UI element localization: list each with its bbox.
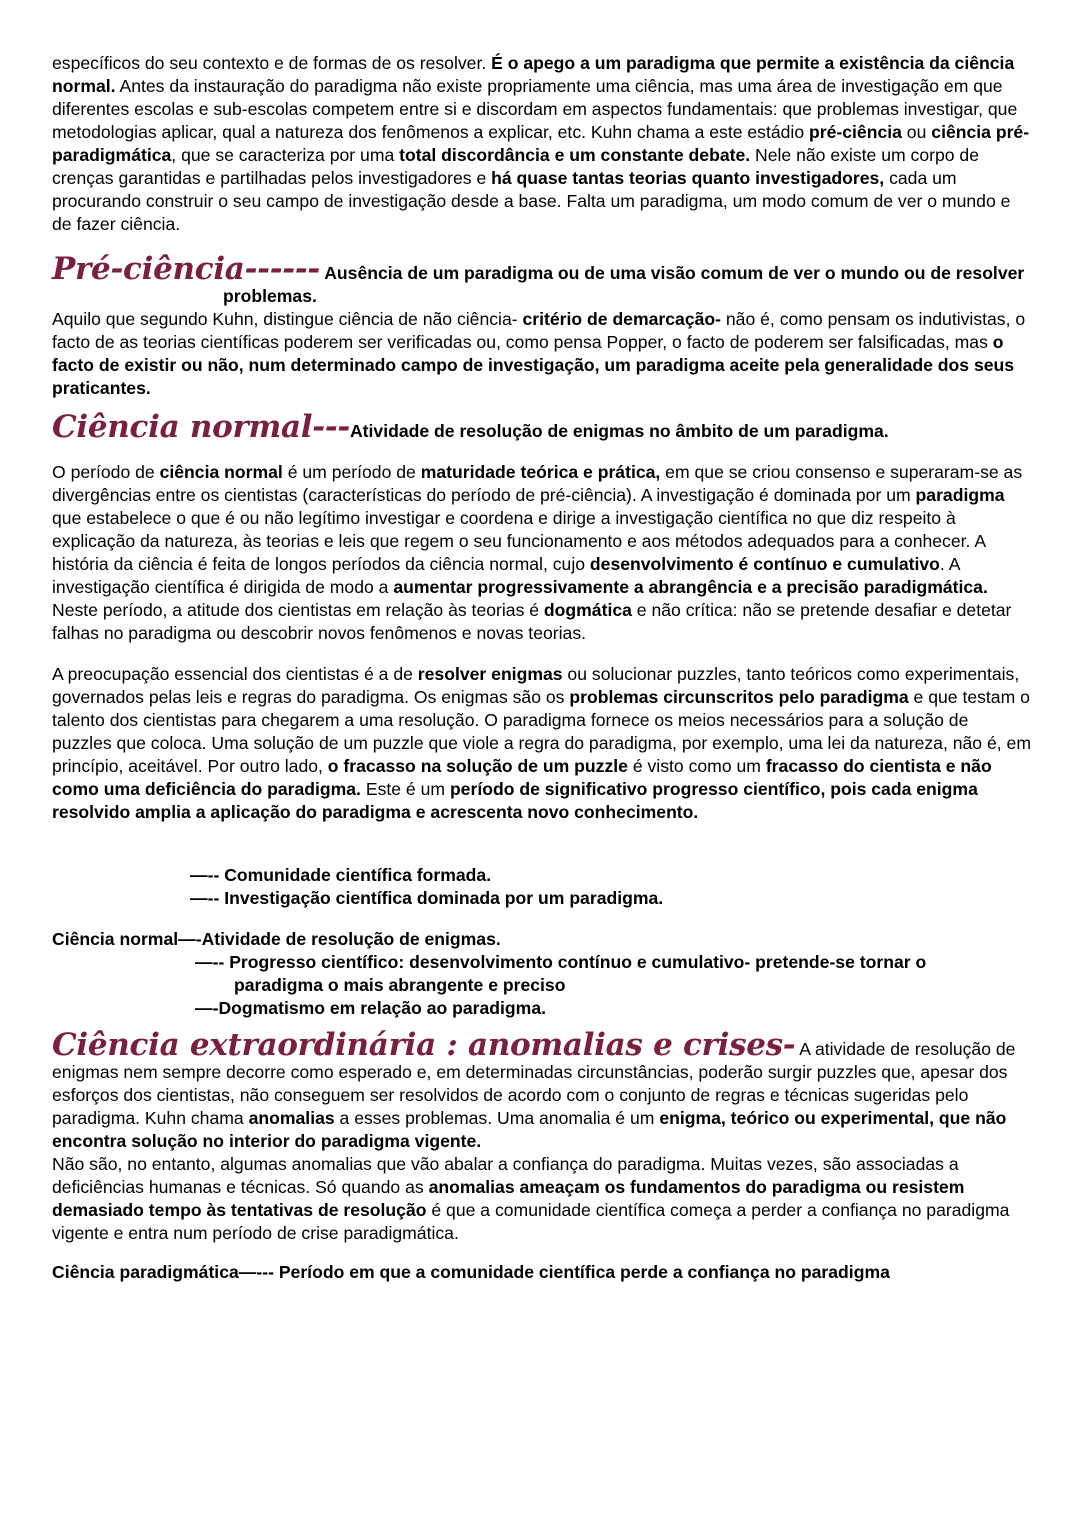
text: que estabelece o que é ou não legítimo investigar e coordena e dirige a investigação científica no que diz respeito à explicação da natureza, às teorias e leis que regem o seu funcionamento e aos métodos adequados para a conhecer. A história da ciência é feita de longos períodos da ciência normal, cujo — [52, 508, 986, 574]
section-heading: Ciência normal--- — [52, 409, 350, 445]
pre-paragraph — [52, 308, 1032, 400]
bold-text: aumentar progressivamente a abrangência e a precisão paradigmática. — [393, 577, 988, 597]
text: é um período de — [282, 462, 421, 482]
bold-text: É o apego a um paradigma que permite a existência da ciência normal. — [52, 53, 1015, 96]
summary-line: Ciência normal—-Atividade de resolução de enigmas. — [52, 929, 501, 949]
text: Aquilo que segundo Kuhn, distingue ciência de não ciência- — [52, 309, 523, 329]
bold-text: anomalias — [248, 1108, 335, 1128]
final-line: Ciência paradigmática—--- Período em que a comunidade científica perde a confiança no paradigma — [52, 1262, 890, 1282]
bold-text: ciência pré-paradigmática — [52, 122, 1030, 165]
text: Nele não existe um corpo de crenças garantidas e partilhadas pelos investigadores e — [52, 145, 979, 188]
bold-text: critério de demarcação- — [522, 309, 721, 329]
text: é visto como um — [627, 756, 766, 776]
summary-line: —-Dogmatismo em relação ao paradigma. — [195, 998, 546, 1018]
section-heading: Ciência extraordinária : anomalias e crises- — [52, 1027, 796, 1063]
text: a esses problemas. Uma anomalia é um — [334, 1108, 660, 1128]
bold-text: enigma, teórico ou experimental, que não encontra solução no interior do paradigma vigente. — [52, 1108, 1007, 1151]
normal-paragraph-2 — [52, 663, 1032, 824]
text: Neste período, a atitude dos cientistas em relação às teorias é — [52, 600, 544, 620]
section-pre-ciencia — [52, 251, 1032, 400]
text: ou solucionar puzzles, tanto teóricos como experimentais, governados pelas leis e regras do paradigma. Os enigmas são os — [52, 664, 1020, 707]
document-page — [52, 52, 1032, 1284]
text: Este é um — [360, 779, 450, 799]
bold-text: maturidade teórica e prática, — [420, 462, 661, 482]
section-heading-line — [52, 409, 1032, 445]
text: não é, como pensam os indutivistas, o facto de as teorias científicas poderem ser verificadas ou, como pensa Popper, o facto de poderem ser falsificadas, mas — [52, 309, 1026, 352]
text: é que a comunidade científica começa a perder a confiança no paradigma vigente e entra num período de crise paradigmática. — [52, 1200, 1010, 1243]
text: A atividade de resolução de enigmas nem sempre decorre como esperado e, em determinadas circunstâncias, poderão surgir puzzles que, apesar dos esforços dos cientistas, não conseguem ser resolvidos de acordo com o conjunto de regras e técnicas sugeridas pelo paradigma. Kuhn chama — [52, 1039, 1016, 1128]
text: ou — [901, 122, 932, 142]
bold-text: fracasso do cientista e não como uma deficiência do paradigma. — [52, 756, 992, 799]
bold-text: desenvolvimento é contínuo e cumulativo — [589, 554, 940, 574]
bold-text: problemas circunscritos pelo paradigma — [569, 687, 909, 707]
text: . A investigação científica é dirigida de modo a — [52, 554, 960, 597]
text: e não crítica: não se pretende desafiar e detetar falhas no paradigma ou descobrir novos fenômenos e novas teorias. — [52, 600, 1012, 643]
text: A preocupação essencial dos cientistas é a de — [52, 664, 418, 684]
bold-text: paradigma — [915, 485, 1005, 505]
text: O período de — [52, 462, 160, 482]
text: específicos do seu contexto e de formas de os resolver. — [52, 53, 492, 73]
extra-paragraph — [52, 1027, 1032, 1153]
section-heading: Pré-ciência------ — [52, 251, 320, 287]
section-subtitle-cont: problemas. — [223, 286, 317, 306]
bold-text: o fracasso na solução de um puzzle — [327, 756, 628, 776]
bold-text: anomalias ameaçam os fundamentos do paradigma ou resistem demasiado tempo às tentativas de resolução — [52, 1177, 965, 1220]
text: Não são, no entanto, algumas anomalias que vão abalar a confiança do paradigma. Muitas vezes, são associadas a deficiências humanas e técnicas. Só quando as — [52, 1154, 959, 1197]
normal-paragraph-1 — [52, 461, 1032, 645]
summary-line: —-- Investigação científica dominada por um paradigma. — [190, 888, 664, 908]
summary-line: —-- Progresso científico: desenvolvimento contínuo e cumulativo- pretende-se tornar o — [195, 952, 927, 972]
text: e que testam o talento dos cientistas para chegarem a uma resolução. O paradigma fornece os meios necessários para a solução de puzzles que coloca. Uma solução de um puzzle que viole a regra do paradigma, por exemplo, uma lei da natureza, não é, em princípio, aceitável. Por outro lado, — [52, 687, 1031, 776]
extra-paragraph-2 — [52, 1153, 1032, 1245]
bold-text: total discordância e um constante debate. — [399, 145, 751, 165]
text: cada um procurando construir o seu campo de investigação desde a base. Falta um paradigma, um modo comum de ver o mundo e de fazer ciência. — [52, 168, 1011, 234]
section-subtitle: Ausência de um paradigma ou de uma visão comum de ver o mundo ou de resolver — [319, 263, 1025, 283]
bold-text: ciência normal — [159, 462, 283, 482]
bold-text: período de significativo progresso científico, pois cada enigma resolvido amplia a aplicação do paradigma e acrescenta novo conhecimento. — [52, 779, 978, 822]
section-heading-line — [52, 251, 1032, 287]
bold-text: resolver enigmas — [417, 664, 563, 684]
summary-block — [52, 864, 1032, 1020]
intro-paragraph — [52, 52, 1032, 236]
bold-text: pré-ciência — [809, 122, 902, 142]
text: em que se criou consenso e superaram-se as divergências entre os cientistas (características do período de pré-ciência). A investigação é dominada por um — [52, 462, 1023, 505]
bold-text: há quase tantas teorias quanto investigadores, — [491, 168, 885, 188]
section-ciencia-normal — [52, 409, 1032, 824]
section-ciencia-extraordinaria — [52, 1027, 1032, 1245]
section-subtitle: Atividade de resolução de enigmas no âmbito de um paradigma. — [349, 421, 889, 441]
text: , que se caracteriza por uma — [171, 145, 400, 165]
bold-text: dogmática — [543, 600, 632, 620]
text: Antes da instauração do paradigma não existe propriamente uma ciência, mas uma área de investigação em que diferentes escolas e sub-escolas competem entre si e discordam em aspectos fundamentais: que problemas investigar, que metodologias aplicar, qual a natureza dos fenômenos a explicar, etc. Kuhn chama a este estádio — [52, 76, 1018, 142]
summary-line: —-- Comunidade científica formada. — [190, 865, 492, 885]
summary-line: paradigma o mais abrangente e preciso — [234, 975, 566, 995]
bold-text: o facto de existir ou não, num determinado campo de investigação, um paradigma aceite pela generalidade dos seus praticantes. — [52, 332, 1015, 398]
